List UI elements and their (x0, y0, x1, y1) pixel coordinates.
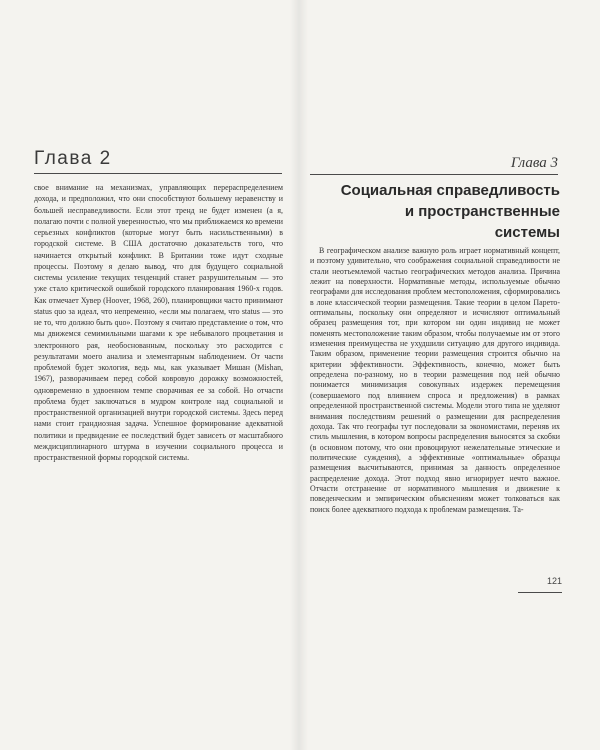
chapter-title-line: и пространственные (404, 203, 560, 220)
left-chapter-label: Глава 2 (34, 148, 112, 169)
right-chapter-label: Глава 3 (510, 155, 558, 171)
left-running-header (34, 148, 282, 174)
left-paragraph: свое внимание на механизмах, управляющих перераспределением дохода, и предположил, что они способствуют большему неравенству и большей несправедливости. Если этот тренд не будет изменен (а я, полагаю почти с полной уверенностью, что мы приближаемся ко времени серьезных конфликтов (которые могут быть насильственными) в городской системе. В США достаточно доказательств того, что начинается открытый конфликт. В Британии тоже идут сходные процессы. Поэтому я делаю вывод, что для будущего социальной системы усиление текущих тенденций станет разрушительным — это уже стало критической ошибкой городского планирования 1960-х годов. Как отмечает Хувер (Hoover, 1968, 260), планировщики часто принимают status quo за идеал, что непременно, «если мы полагаем, что status — это не то, что должно быть quo». Поэтому я считаю представление о том, что мы движемся семимильными шагами к эре небывалого процветания и электронного рая, необоснованным, поскольку это расходится с результатами моего анализа и элементарным наблюдением. От части проблемой будет экология, ведь мы, как указывает Мишан (Mishan, 1967), разворачиваем перед собой ковровую дорожку возможностей, одновременно в удвоенном темпе сворачивая ее за собой. Но отчасти проблема будет заключаться в мудром контроле над социальной и пространственной организацией внутри городской системы. Здесь перед нами стоит грандиозная задача. Успешное формирование адекватной политики и предвидение ее последствий будет зависеть от масштабного междисциплинарного штурма в изучении социального процесса и пространственной формы городской системы. (34, 183, 283, 462)
right-running-header (310, 154, 558, 175)
left-page (0, 0, 292, 750)
right-paragraph: В географическом анализе важную роль играет нормативный концепт, и поэтому удивительно, что соображения социальной справедливости не стали неотъемлемой частью географических методов анализа. Причина лежит на поверхности. Нормативные методы, используемые обычно географами для исследования проблем местоположения, сформировались в лоне классической теории размещения. Такие теории в целом Парето-оптимальны, поскольку они определяют и исчисляют оптимальный образец размещения тот, при котором ни один индивид не может поменять местоположение таким образом, чтобы получаемые им от этого изменения преимущества не ухудшили ситуацию для другого индивида. Таким образом, применение теории размещения строится обычно на критерии эффективности. Эффективность, конечно, может быть определена по-разному, но в теории размещения под ней обычно понимается минимизация совокупных издержек перемещения (совершаемого под влиянием спроса и предложения) в рамках определенной пространственной системы. Модели этого типа не уделяют внимания последствиям решений о размещении для распределения дохода. Так что географы тут последовали за экономистами, переняв их стиль мышления, в котором вопросы распределения выносятся за скобки (в основном потому, что они провоцируют нежелательные этические и политические суждения), а эффективные «оптимальные» образцы размещения высчитываются, принимая за данность определенное распределение дохода. Этот подход явно игнорирует нечто важное. Отчасти отстранение от нормативного мышления и движение к поведенческим и эмпирическим объяснениям может толковаться как поиск более адекватного подхода к проблемам размещения. Та- (310, 246, 560, 514)
right-page (308, 0, 600, 750)
page-number: 121 (546, 576, 562, 586)
footer-rule (518, 592, 562, 593)
chapter-title-line: Социальная справедливость (340, 182, 560, 199)
chapter-title (310, 180, 560, 243)
book-gutter (290, 0, 308, 750)
right-body-text (310, 246, 560, 515)
left-body-text (34, 182, 283, 463)
chapter-title-line: системы (494, 224, 560, 241)
